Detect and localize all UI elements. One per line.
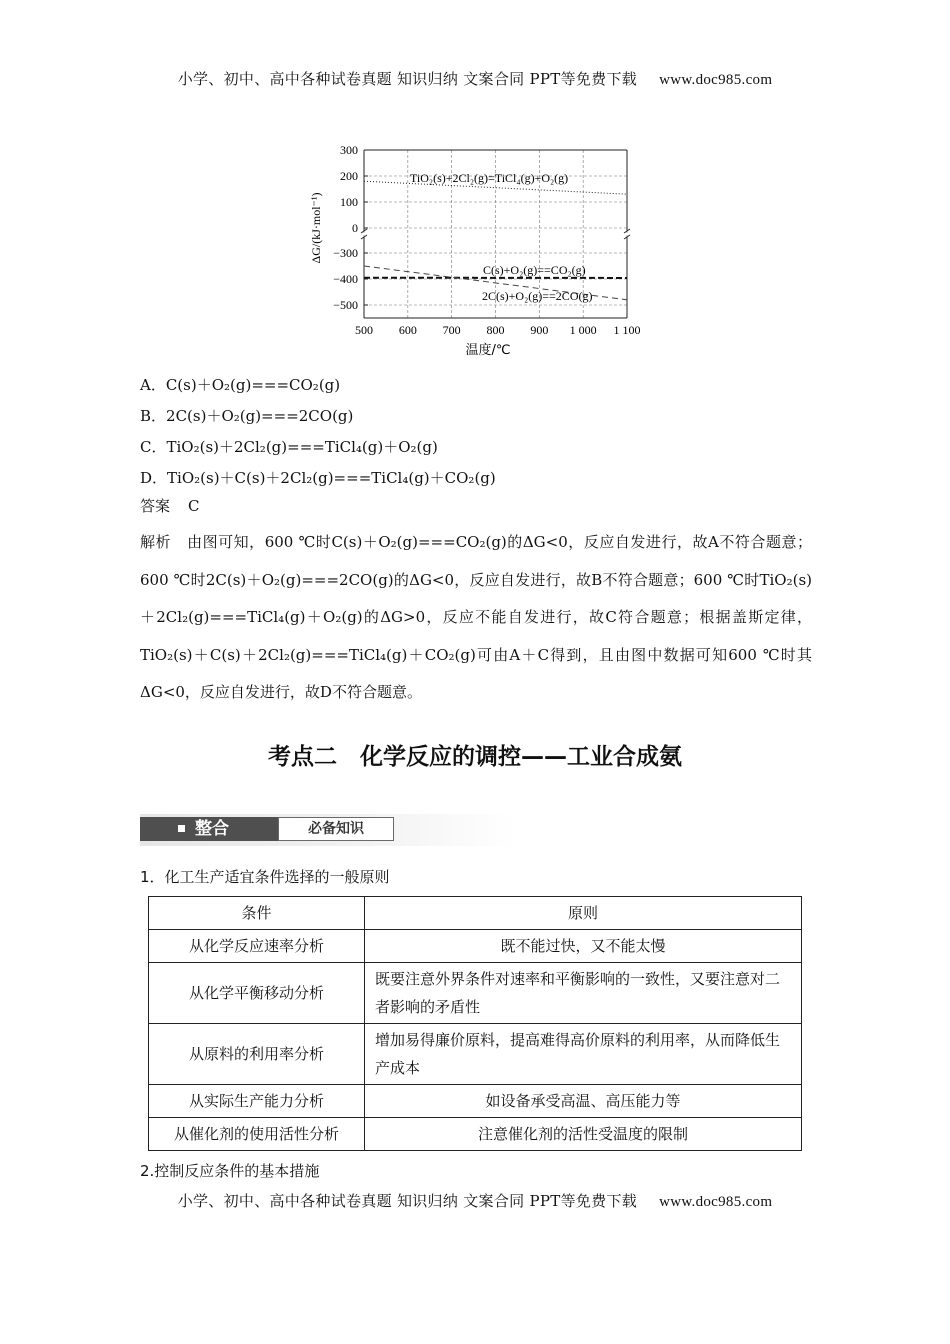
item2-title: 2.控制反应条件的基本措施: [140, 1162, 320, 1180]
table-cell: 从原料的利用率分析: [149, 1024, 365, 1085]
table-row: [149, 1085, 802, 1118]
table-row: [149, 1024, 802, 1085]
banner-dark-tab: [140, 817, 278, 841]
x-tick-label: 700: [442, 323, 461, 337]
table-row: [149, 1118, 802, 1151]
section-banner: [140, 814, 516, 846]
y-tick-label: 0: [352, 221, 358, 235]
answer-value: C: [188, 497, 200, 515]
answer-line: [140, 494, 200, 518]
item1-title: 1．化工生产适宜条件选择的一般原则: [140, 868, 390, 886]
table-cell: 增加易得廉价原料，提高难得高价原料的利用率，从而降低生产成本: [365, 1024, 802, 1085]
y-tick-label: −300: [333, 246, 358, 260]
analysis-paragraph: [140, 524, 812, 712]
table-header-cell: 原则: [365, 897, 802, 930]
header-text: 小学、初中、高中各种试卷真题 知识归纳 文案合同 PPT等免费下载: [177, 70, 638, 88]
banner-light-label: 必备知识: [278, 817, 394, 841]
table-cell: 从化学平衡移动分析: [149, 963, 365, 1024]
principle-table: [148, 896, 802, 1151]
table-row: [149, 930, 802, 963]
page-header: [0, 68, 950, 89]
answer-label: 答案: [140, 497, 171, 515]
x-tick-label: 1 000: [569, 323, 597, 337]
y-tick-label: 200: [340, 169, 358, 183]
chart-series-label-tio2: TiO₂(s)+2Cl₂(g)=TiCl₄(g)+O₂(g): [410, 171, 569, 185]
x-tick-label: 600: [398, 323, 417, 337]
analysis-text: 由图可知，600 ℃时C(s)＋O₂(g)===CO₂(g)的ΔG<0，反应自发进行，故A不符合题意；600 ℃时2C(s)＋O₂(g)===2CO(g)的ΔG<0，反应自发进行，故B不符合题意；600 ℃时TiO₂(s)＋2Cl₂(g)===TiCl₄(g)＋O₂(g)的ΔG>0，反应不能自发进行，故C符合题意；根据盖斯定律，TiO₂(s)＋C(s)＋2Cl₂(g)===TiCl₄(g)＋CO₂(g)可由A＋C得到，且由图中数据可知600 ℃时其ΔG<0，反应自发进行，故D不符合题意。: [140, 533, 812, 701]
table-header-row: [149, 897, 802, 930]
analysis-label: 解析: [140, 533, 172, 551]
table-cell: 从实际生产能力分析: [149, 1085, 365, 1118]
table-cell: 既要注意外界条件对速率和平衡影响的一致性，又要注意对二者影响的矛盾性: [365, 963, 802, 1024]
x-tick-label: 900: [530, 323, 549, 337]
footer-text: 小学、初中、高中各种试卷真题 知识归纳 文案合同 PPT等免费下载: [177, 1192, 638, 1210]
square-bullet-icon: [178, 825, 185, 832]
table-cell: 从化学反应速率分析: [149, 930, 365, 963]
section-title: 考点二 化学反应的调控——工业合成氨: [268, 744, 682, 770]
x-tick-label: 500: [355, 323, 373, 337]
chart-series-label-co: 2C(s)+O₂(g)==2CO(g): [482, 289, 593, 303]
option-a: A．C(s)＋O₂(g)===CO₂(g): [140, 376, 341, 394]
table-cell: 注意催化剂的活性受温度的限制: [365, 1118, 802, 1151]
table-cell: 如设备承受高温、高压能力等: [365, 1085, 802, 1118]
footer-url[interactable]: www.doc985.com: [659, 1194, 773, 1210]
option-d: D．TiO₂(s)＋C(s)＋2Cl₂(g)===TiCl₄(g)＋CO₂(g): [140, 469, 496, 487]
table-row: [149, 963, 802, 1024]
x-tick-label: 800: [486, 323, 505, 337]
table-header-cell: 条件: [149, 897, 365, 930]
option-c: C．TiO₂(s)＋2Cl₂(g)===TiCl₄(g)＋O₂(g): [140, 438, 438, 456]
y-tick-label: 300: [340, 143, 358, 157]
banner-dark-label: 整合: [195, 819, 229, 839]
chart-series-label-co2: C(s)+O₂(g)==CO₂(g): [483, 263, 586, 277]
y-tick-label: −400: [333, 272, 358, 286]
chart-xlabel: 温度/℃: [465, 343, 511, 358]
table-cell: 既不能过快，又不能太慢: [365, 930, 802, 963]
answer-options: [140, 370, 820, 494]
y-tick-label: −500: [333, 298, 358, 312]
page-footer: [0, 1190, 950, 1211]
header-url[interactable]: www.doc985.com: [659, 72, 773, 88]
option-b: B．2C(s)＋O₂(g)===2CO(g): [140, 407, 354, 425]
delta-g-temperature-chart: [300, 138, 660, 363]
chart-ylabel: ΔG/(kJ·mol⁻¹): [309, 192, 323, 264]
x-tick-label: 1 100: [613, 323, 641, 337]
y-tick-label: 100: [340, 195, 358, 209]
table-cell: 从催化剂的使用活性分析: [149, 1118, 365, 1151]
